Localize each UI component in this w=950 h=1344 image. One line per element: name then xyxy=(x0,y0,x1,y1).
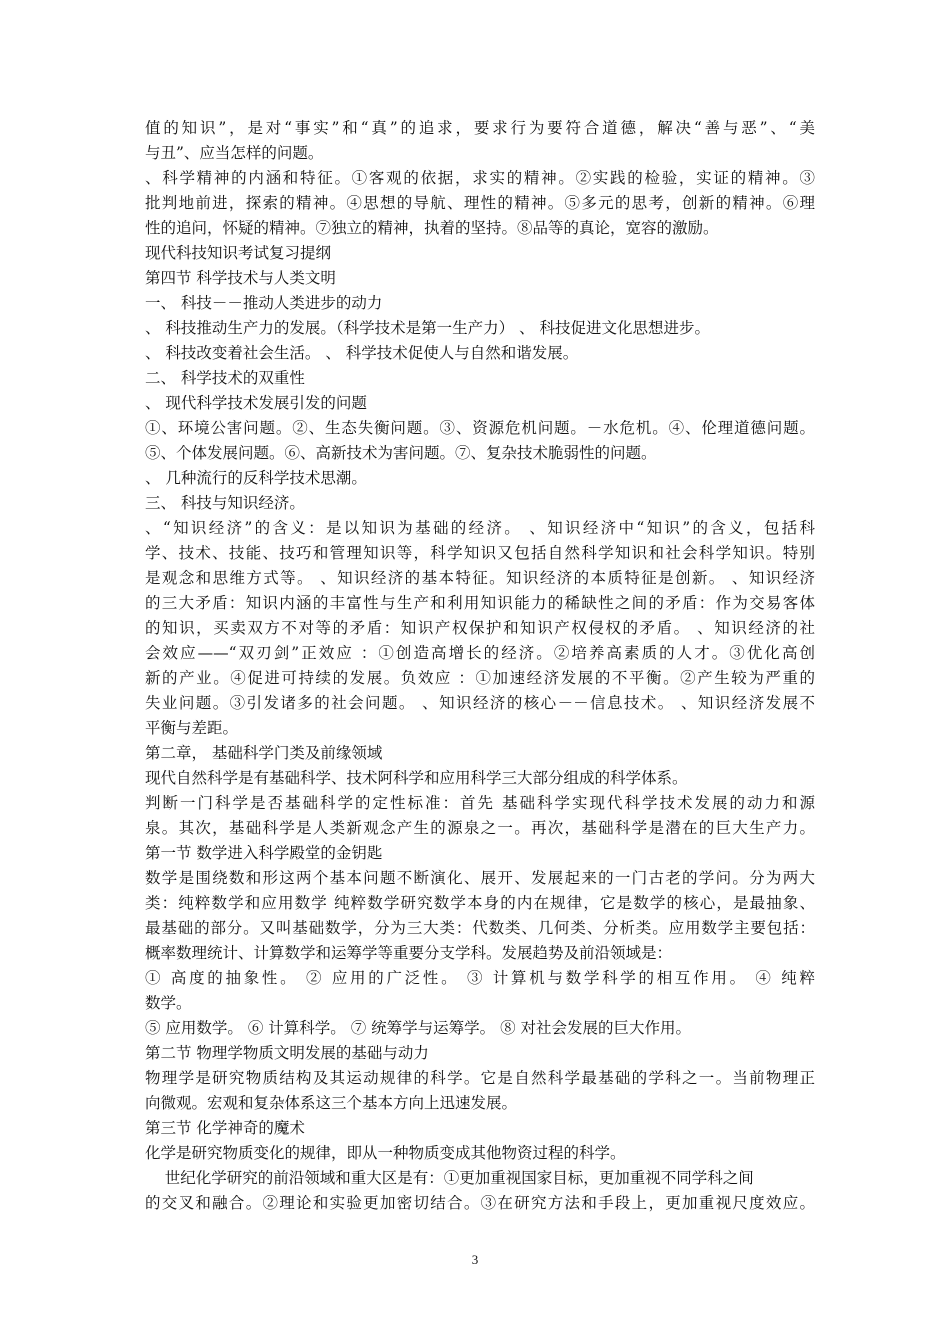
text-line: 物理学是研究物质结构及其运动规律的科学。它是自然科学最基础的学科之一。当前物理正 xyxy=(145,1069,815,1087)
text-line: 泉。其次，基础科学是人类新观念产生的源泉之一。再次，基础科学是潜在的巨大生产力。 xyxy=(145,819,815,837)
text-line: 、 科技推动生产力的发展。（科学技术是第一生产力） 、 科技促进文化思想进步。 xyxy=(145,319,711,337)
text-line: 值的知识”，是对“事实”和“真”的追求，要求行为要符合道德，解决“善与恶”、“美 xyxy=(145,119,815,137)
section-heading: 三、 科技与知识经济。 xyxy=(145,494,305,512)
section-heading: 第二节 物理学物质文明发展的基础与动力 xyxy=(145,1044,429,1062)
text-line: 、“知识经济”的含义：是以知识为基础的经济。 、知识经济中“知识”的含义，包括科 xyxy=(145,519,815,537)
page-number: 3 xyxy=(471,1252,479,1267)
text-line: 新的产业。④促进可持续的发展。负效应 ：①加速经济发展的不平衡。②产生较为严重的 xyxy=(145,669,815,687)
text-line: 现代自然科学是有基础科学、技术阿科学和应用科学三大部分组成的科学体系。 xyxy=(145,769,688,787)
text-line: 、科学精神的内涵和特征。①客观的依据，求实的精神。②实践的检验，实证的精神。③ xyxy=(145,169,815,187)
text-line: 平衡与差距。 xyxy=(145,719,239,737)
chapter-heading: 第二章， 基础科学门类及前缘领域 xyxy=(145,744,383,762)
text-line: 、 几种流行的反科学技术思潮。 xyxy=(145,469,367,487)
text-line: ⑤、个体发展问题。⑥、高新技术为害问题。⑦、复杂技术脆弱性的问题。 xyxy=(145,444,657,462)
text-line: 与丑”、应当怎样的问题。 xyxy=(145,144,324,162)
section-heading: 一、 科技－－推动人类进步的动力 xyxy=(145,294,383,312)
text-line: 最基础的部分。又叫基础数学，分为三大类：代数类、几何类、分析类。应用数学主要包括： xyxy=(145,919,815,937)
text-line: 、 科技改变着社会生活。 、 科学技术促使人与自然和谐发展。 xyxy=(145,344,579,362)
text-line: 、 现代科学技术发展引发的问题 xyxy=(145,394,367,412)
text-line: 失业问题。③引发诸多的社会问题。 、知识经济的核心－－信息技术。 、知识经济发展不 xyxy=(145,694,815,712)
text-line: 世纪化学研究的前沿领域和重大区是有：①更加重视国家目标，更加重视不同学科之间 xyxy=(145,1169,754,1187)
list-item: ⑤ 应用数学。 ⑥ 计算科学。 ⑦ 统筹学与运筹学。 ⑧ 对社会发展的巨大作用。 xyxy=(145,1019,691,1037)
section-heading: 第三节 化学神奇的魔术 xyxy=(145,1119,305,1137)
section-heading: 二、 科学技术的双重性 xyxy=(145,369,305,387)
text-line: 化学是研究物质变化的规律，即从一种物质变成其他物资过程的科学。 xyxy=(145,1144,626,1162)
text-line: 批判地前进，探索的精神。④思想的导航、理性的精神。⑤多元的思考，创新的精神。⑥理 xyxy=(145,194,815,212)
text-line: 会效应——“双刃剑”正效应 ：①创造高增长的经济。②培养高素质的人才。③优化高创 xyxy=(145,644,815,662)
text-line: 学、技术、技能、技巧和管理知识等，科学知识又包括自然科学知识和社会科学知识。特别 xyxy=(145,544,815,562)
section-heading: 第一节 数学进入科学殿堂的金钥匙 xyxy=(145,844,383,862)
text-line: 判断一门科学是否基础科学的定性标准：首先 基础科学实现代科学技术发展的动力和源 xyxy=(145,794,815,812)
text-line: 的交叉和融合。②理论和实验更加密切结合。③在研究方法和手段上，更加重视尺度效应。 xyxy=(145,1194,815,1212)
section-heading: 第四节 科学技术与人类文明 xyxy=(145,269,336,287)
text-line: 概率数理统计、计算数学和运筹学等重要分支学科。发展趋势及前沿领域是： xyxy=(145,944,673,962)
text-line: 性的追问，怀疑的精神。⑦独立的精神，执着的坚持。⑧品等的真论，宽容的激励。 xyxy=(145,219,719,237)
text-line: ①、环境公害问题。②、生态失衡问题。③、资源危机问题。－水危机。④、伦理道德问题。 xyxy=(145,419,815,437)
list-item: ① 高度的抽象性。 ② 应用的广泛性。 ③ 计算机与数学科学的相互作用。 ④ 纯粹 xyxy=(145,969,815,987)
list-item: 数学。 xyxy=(145,994,192,1012)
text-line: 是观念和思维方式等。 、知识经济的基本特征。知识经济的本质特征是创新。 、知识经济 xyxy=(145,569,815,587)
text-line: 数学是围绕数和形这两个基本问题不断演化、展开、发展起来的一门古老的学问。分为两大 xyxy=(145,869,815,887)
text-line: 类：纯粹数学和应用数学 纯粹数学研究数学本身的内在规律，它是数学的核心，是最抽象、 xyxy=(145,894,815,912)
text-line: 现代科技知识考试复习提纲 xyxy=(145,244,332,262)
text-line: 的三大矛盾：知识内涵的丰富性与生产和利用知识能力的稀缺性之间的矛盾：作为交易客体 xyxy=(145,594,815,612)
text-line: 向微观。宏观和复杂体系这三个基本方向上迅速发展。 xyxy=(145,1094,518,1112)
text-line: 的知识，买卖双方不对等的矛盾：知识产权保护和知识产权侵权的矛盾。 、知识经济的社 xyxy=(145,619,815,637)
